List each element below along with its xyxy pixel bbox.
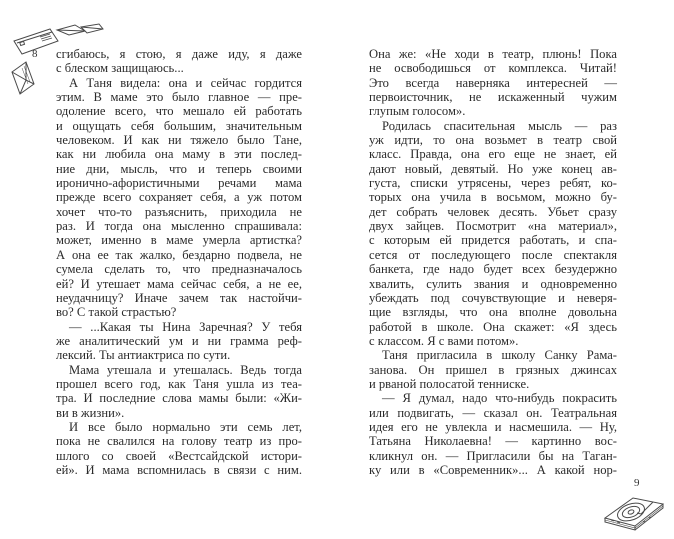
text-line: одоление всего, что мешало ей работать — [56, 104, 302, 119]
text-line: ви в жизни». — [56, 405, 125, 420]
text-line: двух зайцев. Посмотрит «на материал», — [369, 219, 617, 234]
text-line: ей? И утешает мама сейчас себя, а не ее, — [56, 276, 302, 291]
text-line: занова. Он пришел в грязных джинсах — [369, 362, 617, 377]
text-line: торых она учила в восьмом, можно бу- — [369, 190, 617, 205]
text-line: глупым голосом». — [369, 104, 466, 119]
text-line: дают новый, девятый. Но уже конец ав- — [369, 161, 617, 176]
text-line: Родилась спасительная мысль — раз — [382, 118, 617, 133]
text-line: хвалить, сулить звания и одновременно — [369, 276, 617, 291]
text-line: как ни любила она маму в эти послед- — [56, 147, 302, 162]
text-line: сумела сделать то, что предназначалось — [56, 262, 302, 277]
text-line: неудачницу? Иначе зачем так настойчи- — [56, 290, 302, 305]
text-line: раз. И тогда она мысленно спрашивала: — [56, 219, 302, 234]
text-line: сется от последующего после спектакля — [369, 247, 617, 262]
text-line: Татьяна Николаевна! — картинно вос- — [369, 434, 617, 449]
text-line: щие взгляды, что она вполне довольна — [369, 305, 617, 320]
text-line: прошел всего год, как Таня ушла из теа- — [56, 376, 302, 391]
text-line: может, именно в маме умерла артистка? — [56, 233, 302, 248]
text-line: Таня пригласила в школу Санку Рама- — [382, 348, 617, 363]
text-line: тра. И последние слова мамы были: «Жи- — [56, 391, 302, 406]
text-line: идея его не увлекла и насмешила. — Ну, — [369, 419, 617, 434]
text-line: кликнул он. — Пригласили бы на Таган- — [369, 448, 617, 463]
text-line: хочет что-то разъяснить, приходила не — [56, 204, 302, 219]
text-line: и ощущать себя большим, значительным — [56, 118, 302, 133]
page-number-left: 8 — [32, 48, 38, 60]
text-line: человеком. И как ни тяжело было Тане, — [56, 133, 302, 148]
text-line: не освободишься от комплекса. Читай! — [369, 61, 617, 76]
text-line: уж идти, то она возьмет в театр свой — [369, 133, 617, 148]
text-line: убеждать под сочувствующие и неверя- — [369, 290, 617, 305]
text-line: шлого со своей «Вестсайдской истори- — [56, 448, 302, 463]
text-line: густа, списки утрясены, через ребят, ко- — [369, 176, 617, 191]
text-line: же аналитический ум и ни грамма реф- — [56, 333, 302, 348]
text-line: Это всегда наверняка интересней — — [369, 75, 617, 90]
text-line: лексий. Ты антиактриса по сути. — [56, 348, 231, 363]
text-line: А она ее так жалко, бездарно подвела, не — [56, 247, 302, 262]
page-number-right: 9 — [634, 477, 640, 489]
text-line: с которым ей придется работать, и спа- — [369, 233, 617, 248]
text-line: И все было нормально эти семь лет, — [69, 419, 302, 434]
text-line: банкета, где надо будет всех безудержно — [369, 262, 617, 277]
text-line: — Я думал, надо что-нибудь покрасить — [382, 391, 617, 406]
text-line: работой в школе. Она скажет: «Я здесь — [369, 319, 617, 334]
record-player-icon — [603, 492, 665, 534]
text-line: Она же: «Не ходи в театр, плюнь! Пока — [369, 47, 617, 61]
text-line: прежде всего сохраняет себя, а уж потом — [56, 190, 302, 205]
right-page — [369, 47, 617, 477]
text-line: класс. Правда, она его еще не знает, ей — [369, 147, 617, 162]
text-line: первоисточник, не искаженный чужим — [369, 90, 617, 105]
text-line: А Таня видела: она и сейчас гордится — [69, 75, 302, 90]
left-page — [56, 47, 302, 477]
open-envelope-icon — [8, 60, 36, 96]
text-line: с блеском защищаюсь... — [56, 61, 184, 76]
text-line: ние дни, мысль, что и теперь своими — [56, 161, 302, 176]
text-line: с классом. Я с вами потом». — [369, 333, 519, 348]
text-line: и рваной полосатой тенниске. — [369, 376, 530, 391]
text-line: во? С такой страстью? — [56, 305, 177, 320]
text-line: иронично-афористичными речами мама — [56, 176, 302, 191]
text-line: — ...Какая ты Нина Заречная? У тебя — [69, 319, 302, 334]
text-line: пока не свалился на голову театр из про- — [56, 434, 302, 449]
text-line: сгибаюсь, я стою, я даже иду, я даже — [56, 47, 302, 61]
text-line: дет собрать человек десять. Убьет сразу — [369, 204, 617, 219]
paper-airplane-letters-icon — [55, 22, 105, 38]
text-line: или подвигать, — сказал он. Театральная — [369, 405, 617, 420]
text-line: Мама утешала и утешалась. Ведь тогда — [69, 362, 302, 377]
text-line: ку или в «Современник»... А какой нор- — [369, 462, 617, 477]
text-line: этим. В маме это было главное — пре- — [56, 90, 302, 105]
text-line: ей». И мама вспомнилась в связи с ним. — [56, 462, 302, 477]
